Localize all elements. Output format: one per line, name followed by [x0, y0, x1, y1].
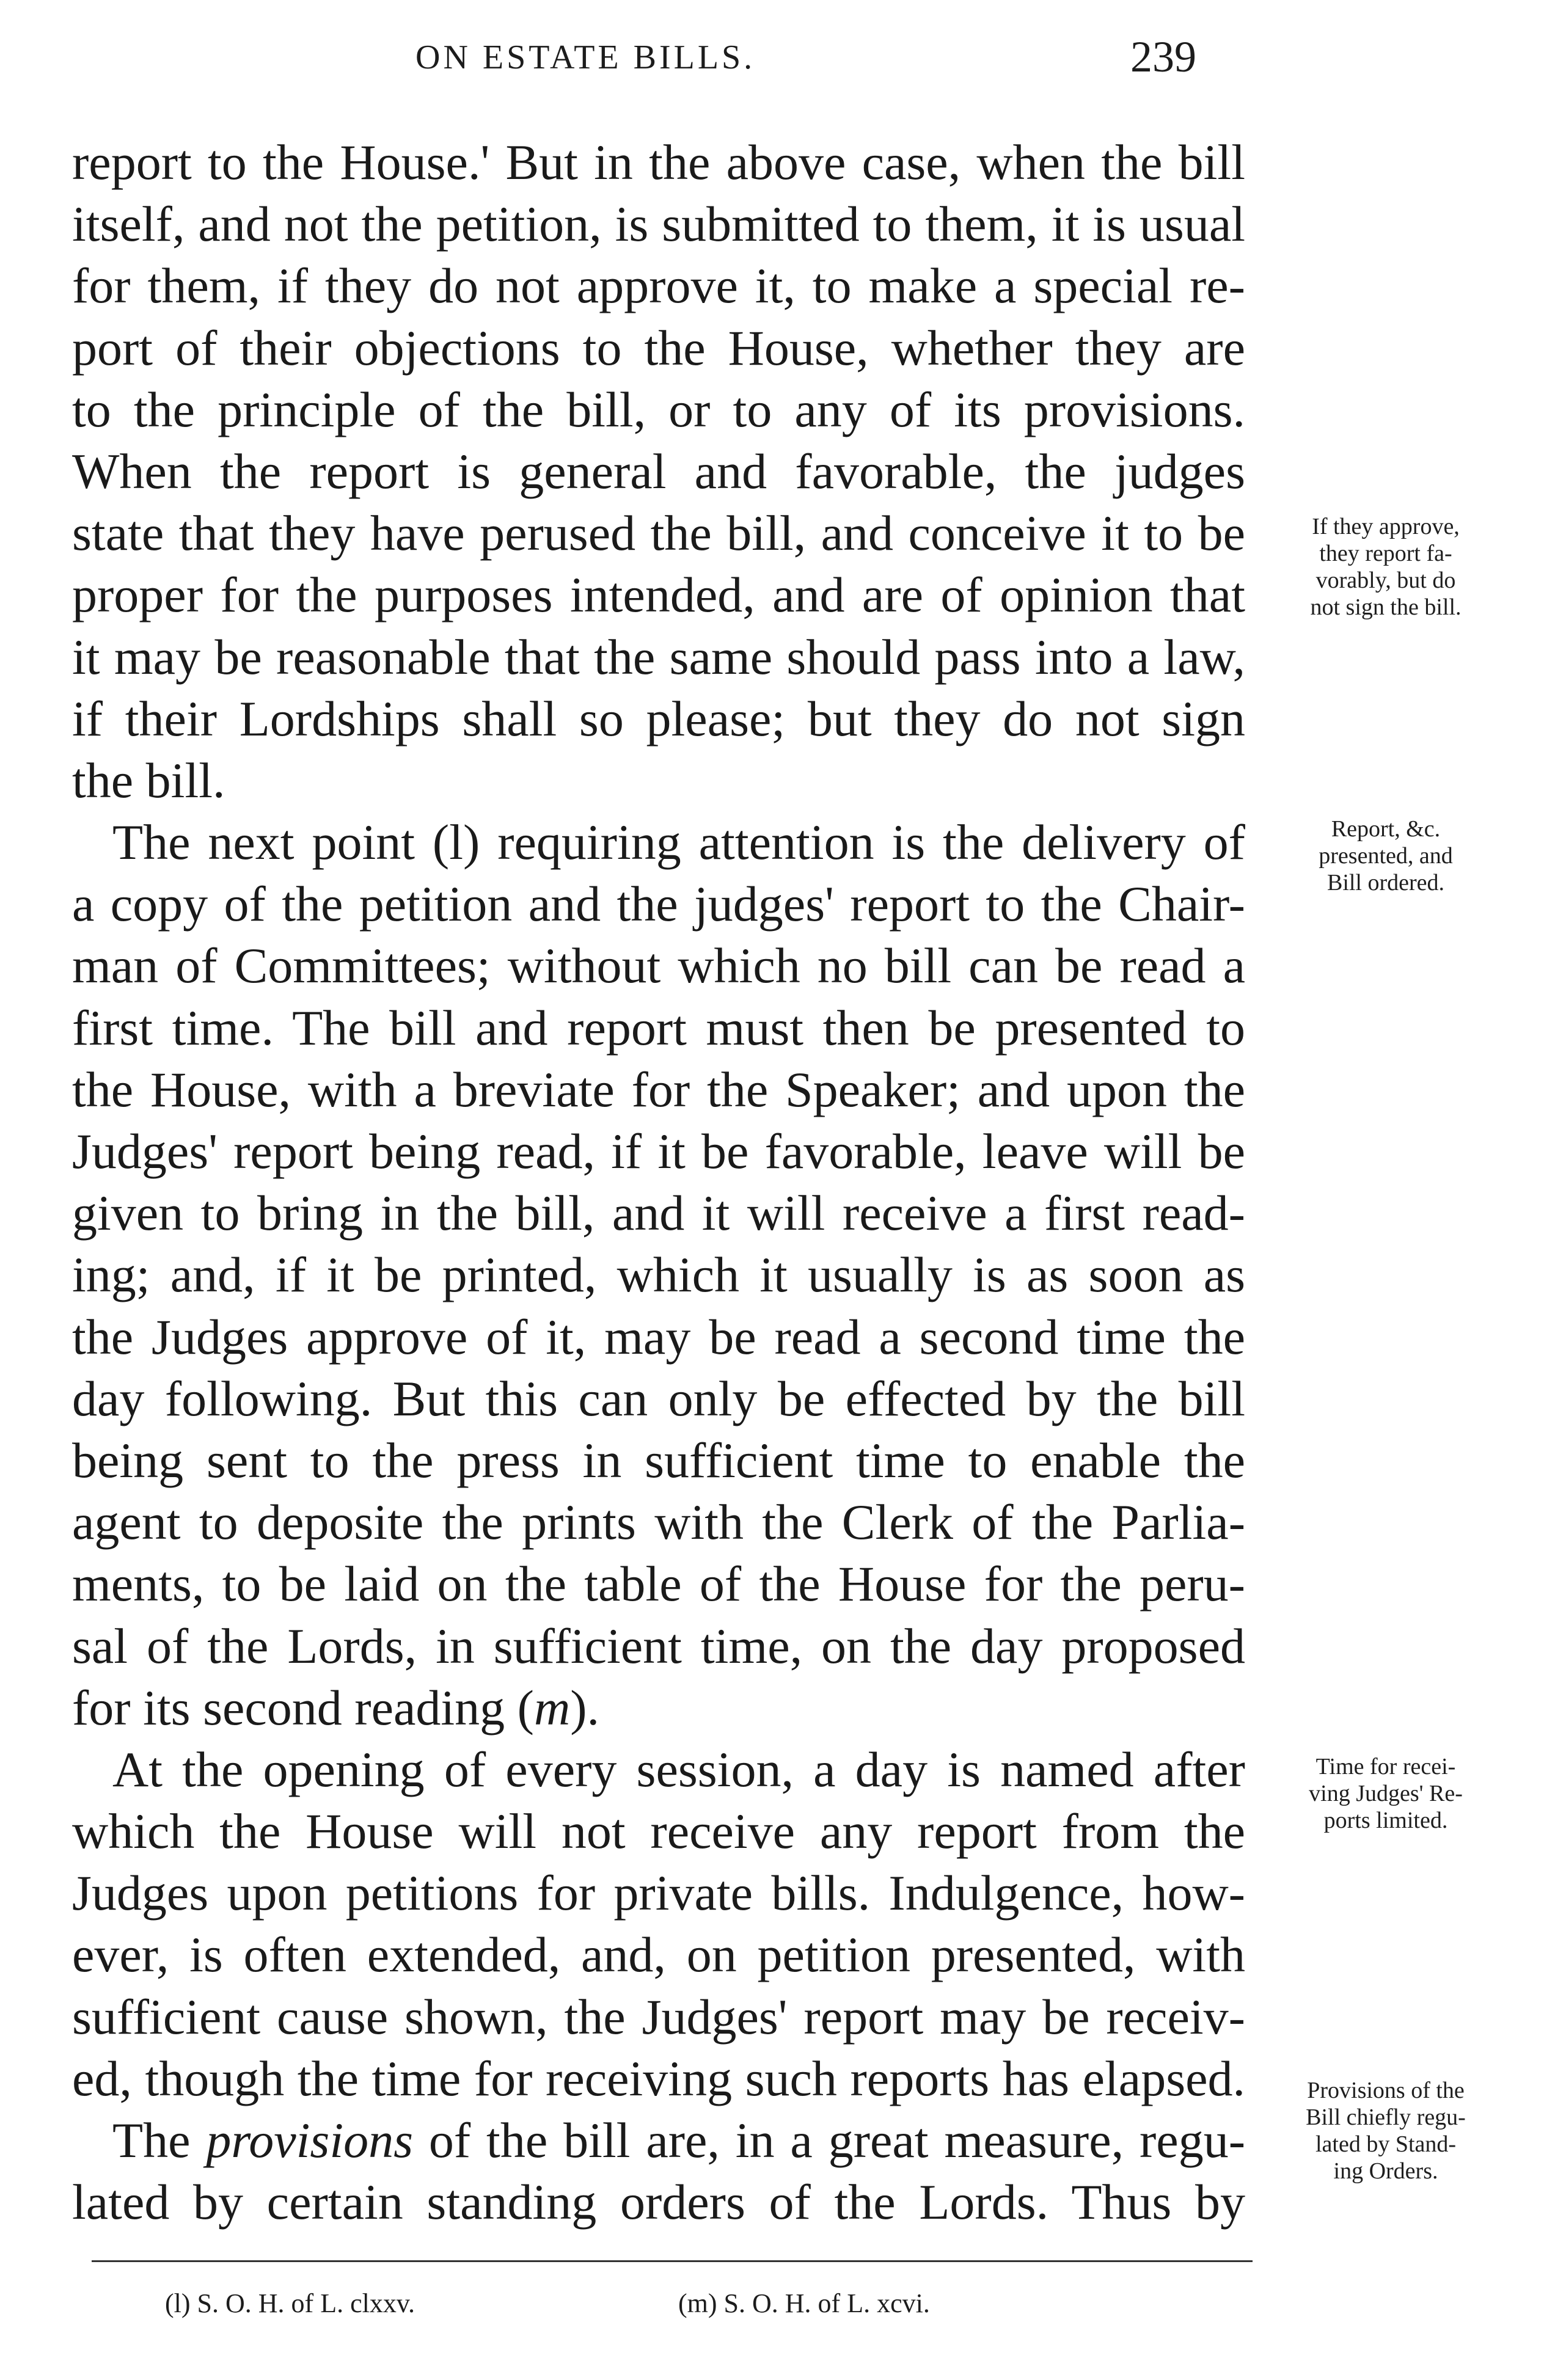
italic-word: provisions	[206, 2112, 414, 2168]
margin-note-line: Bill chiefly regu-	[1306, 2104, 1466, 2130]
text-line: itself, and not the petition, is submitted to them, it is usual	[72, 196, 1245, 252]
margin-note-line: Bill ordered.	[1326, 870, 1445, 896]
margin-note-line: ing Orders.	[1333, 2158, 1438, 2184]
text-line: being sent to the press in sufficient time to enable the	[72, 1432, 1245, 1488]
margin-note-line: ports limited.	[1323, 1808, 1448, 1833]
margin-note-line: lated by Stand-	[1315, 2131, 1457, 2157]
margin-note-line: Time for recei-	[1315, 1754, 1456, 1780]
text-line: port of their objections to the House, whether they are	[72, 319, 1245, 376]
text-line: ever, is often extended, and, on petition presented, with	[72, 1927, 1245, 1983]
running-title: ON ESTATE BILLS.	[415, 38, 756, 76]
footnote-rule	[92, 2260, 1253, 2262]
footnote-m: (m) S. O. H. of L. xcvi.	[678, 2288, 930, 2318]
text-line: ments, to be laid on the table of the House for the peru-	[72, 1556, 1245, 1612]
margin-note-line: they report fa-	[1319, 541, 1452, 566]
margin-note-line: Provisions of the	[1307, 2078, 1465, 2103]
margin-note-line: vorably, but do	[1315, 568, 1456, 593]
text-line: if their Lordships shall so please; but they do not sign	[72, 690, 1245, 746]
text-line	[72, 2109, 1245, 2171]
text-line: When the report is general and favorable, the judges	[72, 443, 1245, 499]
margin-note-line: Report, &c.	[1331, 816, 1441, 842]
text-line: for them, if they do not approve it, to make a special re-	[72, 258, 1245, 314]
text-line: ed, though the time for receiving such reports has elapsed.	[72, 2050, 1245, 2106]
margin-note-line: ving Judges' Re-	[1309, 1781, 1463, 1806]
text-line: proper for the purposes intended, and are of opinion that	[72, 567, 1245, 623]
text-line: sufficient cause shown, the Judges' report may be receiv-	[72, 1988, 1245, 2045]
text-line: man of Committees; without which no bill can be read a	[72, 938, 1245, 994]
text-line: sal of the Lords, in sufficient time, on the day proposed	[72, 1618, 1245, 1674]
text-line	[72, 1677, 1245, 1739]
text-line: The next point (l) requiring attention is the delivery of	[112, 814, 1245, 871]
text-line: ing; and, if it be printed, which it usually is as soon as	[72, 1247, 1245, 1303]
text-line: At the opening of every session, a day is named after	[112, 1741, 1245, 1797]
text-line: first time. The bill and report must then be presented to	[72, 999, 1245, 1056]
text-line: to the principle of the bill, or to any of its provisions.	[72, 381, 1245, 437]
text-line: given to bring in the bill, and it will receive a first read-	[72, 1185, 1245, 1241]
margin-note-approve	[1264, 513, 1508, 621]
text-line: agent to deposite the prints with the Clerk of the Parlia-	[72, 1494, 1245, 1550]
text-line: the House, with a breviate for the Speaker; and upon the	[72, 1061, 1245, 1117]
margin-note-line: If they approve,	[1312, 514, 1460, 539]
page-number: 239	[1130, 32, 1196, 81]
margin-note-line: not sign the bill.	[1310, 594, 1462, 620]
text-line: Judges upon petitions for private bills. Indulgence, how-	[72, 1865, 1245, 1921]
main-text	[72, 131, 1245, 2233]
footnote-ref-m: m	[533, 1679, 571, 1736]
text-span: The	[112, 2112, 207, 2168]
margin-note-provisions	[1264, 2077, 1508, 2185]
text-line: state that they have perused the bill, and conceive it to be	[72, 505, 1245, 561]
text-line: it may be reasonable that the same should pass into a law,	[72, 629, 1245, 685]
margin-note-report	[1264, 816, 1508, 896]
footnote-l: (l) S. O. H. of L. clxxv.	[165, 2288, 415, 2318]
margin-note-time	[1264, 1753, 1508, 1834]
text-line: the bill.	[72, 752, 225, 808]
text-line: report to the House.' But in the above case, when the bill	[72, 134, 1245, 190]
text-line: lated by certain standing orders of the Lords. Thus by	[72, 2174, 1245, 2230]
margin-note-line: presented, and	[1319, 843, 1453, 869]
text-line: the Judges approve of it, may be read a second time the	[72, 1309, 1245, 1365]
text-line: Judges' report being read, if it be favorable, leave will be	[72, 1123, 1245, 1179]
text-line: day following. But this can only be effected by the bill	[72, 1370, 1245, 1426]
text-line: a copy of the petition and the judges' report to the Chair-	[72, 876, 1245, 932]
text-span: ).	[570, 1679, 600, 1736]
text-line: which the House will not receive any report from the	[72, 1803, 1245, 1860]
text-span: of the bill are, in a great measure, regu-	[413, 2112, 1246, 2168]
text-span: for its second reading (	[72, 1679, 534, 1736]
